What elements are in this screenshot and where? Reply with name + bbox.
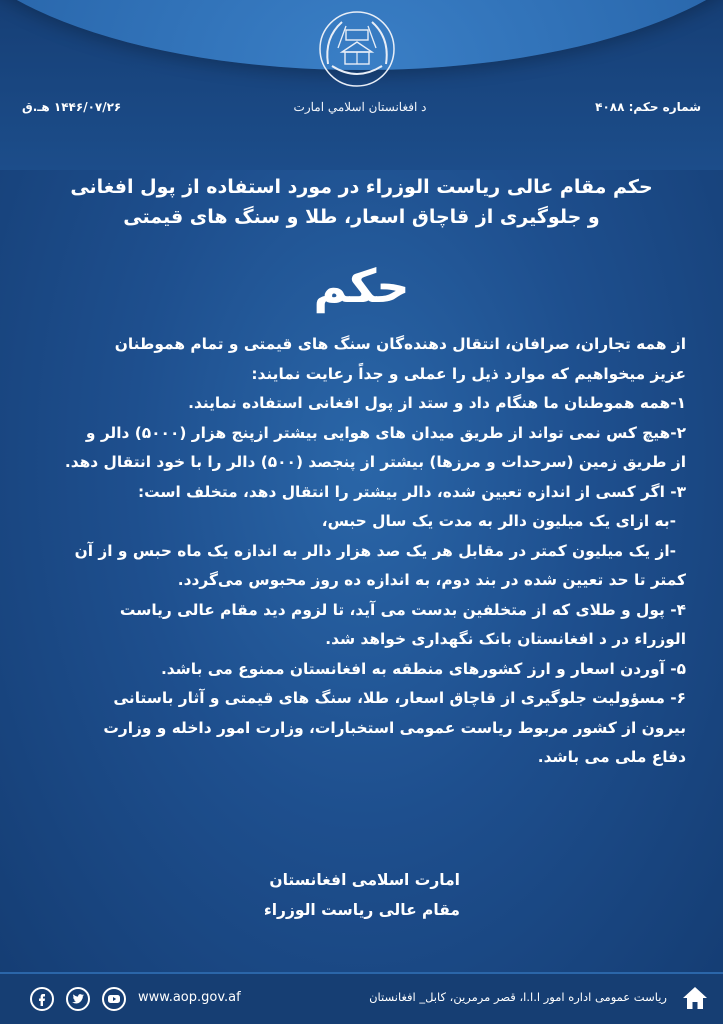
body-line: بیرون از کشور مربوط ریاست عمومی استخبارات، وزارت امور داخله و وزارت (103, 718, 686, 737)
decree-date: ۱۴۴۶/۰۷/۲۶ هـ.ق (22, 100, 122, 114)
body-line: ۶- مسؤولیت جلوگیری از قاچاق اسعار، طلا، سنگ های قیمتی و آثار باستانی (113, 689, 686, 707)
body-line: از همه تجاران، صرافان، انتقال دهنده‌گان سنگ های قیمتی و تمام هموطنان (114, 335, 686, 353)
home-icon[interactable] (681, 985, 709, 1011)
body-line: عزیز میخواهیم که موارد ذیل را عملی و جداً رعایت نمایند: (251, 364, 686, 383)
body-line: -از یک میلیون کمتر در مقابل هر یک صد هزار دالر به اندازه یک ماه حبس و از آن (74, 541, 676, 560)
twitter-icon[interactable] (66, 987, 90, 1011)
emblem-caption: د افغانستان اسلامي امارت (293, 100, 427, 114)
body-line: ۱-همه هموطنان ما هنگام داد و ستد از پول افغانی استفاده نمایند. (188, 394, 686, 412)
body-line: کمتر تا حد تعیین شده در بند دوم، به اندازه ده روز محبوس می‌گردد. (177, 571, 686, 589)
decree-title (40, 172, 683, 232)
signature-line: مقام عالی ریاست الوزراء (263, 901, 460, 919)
body-line: الوزراء در د افغانستان بانک نگهداری خواهد شد. (325, 630, 686, 648)
body-line: ۲-هیچ کس نمی تواند از طریق میدان های هوایی بیشتر ازپنج هزار (۵۰۰۰) دالر و (85, 423, 686, 442)
body-line: ۵- آوردن اسعار و ارز کشورهای منطقه به افغانستان ممنوع می باشد. (160, 659, 686, 678)
title-line: حکم مقام عالی ریاست الوزراء در مورد استفاده از پول افغانی (70, 176, 653, 198)
signature-line: امارت اسلامی افغانستان (269, 871, 460, 889)
facebook-icon[interactable] (30, 987, 54, 1011)
body-line: ۴- پول و طلای که از متخلفین بدست می آید، تا لزوم دید مقام عالی ریاست (119, 600, 686, 619)
body-line: ۳- اگر کسی از اندازه تعیین شده، دالر بیشتر را انتقال دهد، متخلف است: (137, 482, 686, 501)
footer-address: ریاست عمومی اداره امور ا.ا.ا، قصر مرمرین، کابل_ افغانستان (369, 990, 667, 1004)
website-link[interactable]: www.aop.gov.af (138, 990, 241, 1005)
signature-block (260, 865, 460, 925)
decree-body (46, 330, 686, 773)
decree-heading: حکم (313, 259, 410, 313)
body-line: -به ازای یک میلیون دالر به مدت یک سال حبس، (321, 512, 676, 530)
title-line: و جلوگیری از قاچاق اسعار، طلا و سنگ های قیمتی (123, 206, 600, 228)
body-line: دفاع ملی می باشد. (537, 748, 686, 766)
youtube-icon[interactable] (102, 987, 126, 1011)
decree-number: شماره حکم: ۴۰۸۸ (595, 100, 701, 114)
body-line: از طریق زمین (سرحدات و مرزها) بیشتر از پنجصد (۵۰۰) دالر را با خود انتقال دهد. (64, 453, 686, 471)
emirate-emblem-icon (316, 8, 398, 90)
